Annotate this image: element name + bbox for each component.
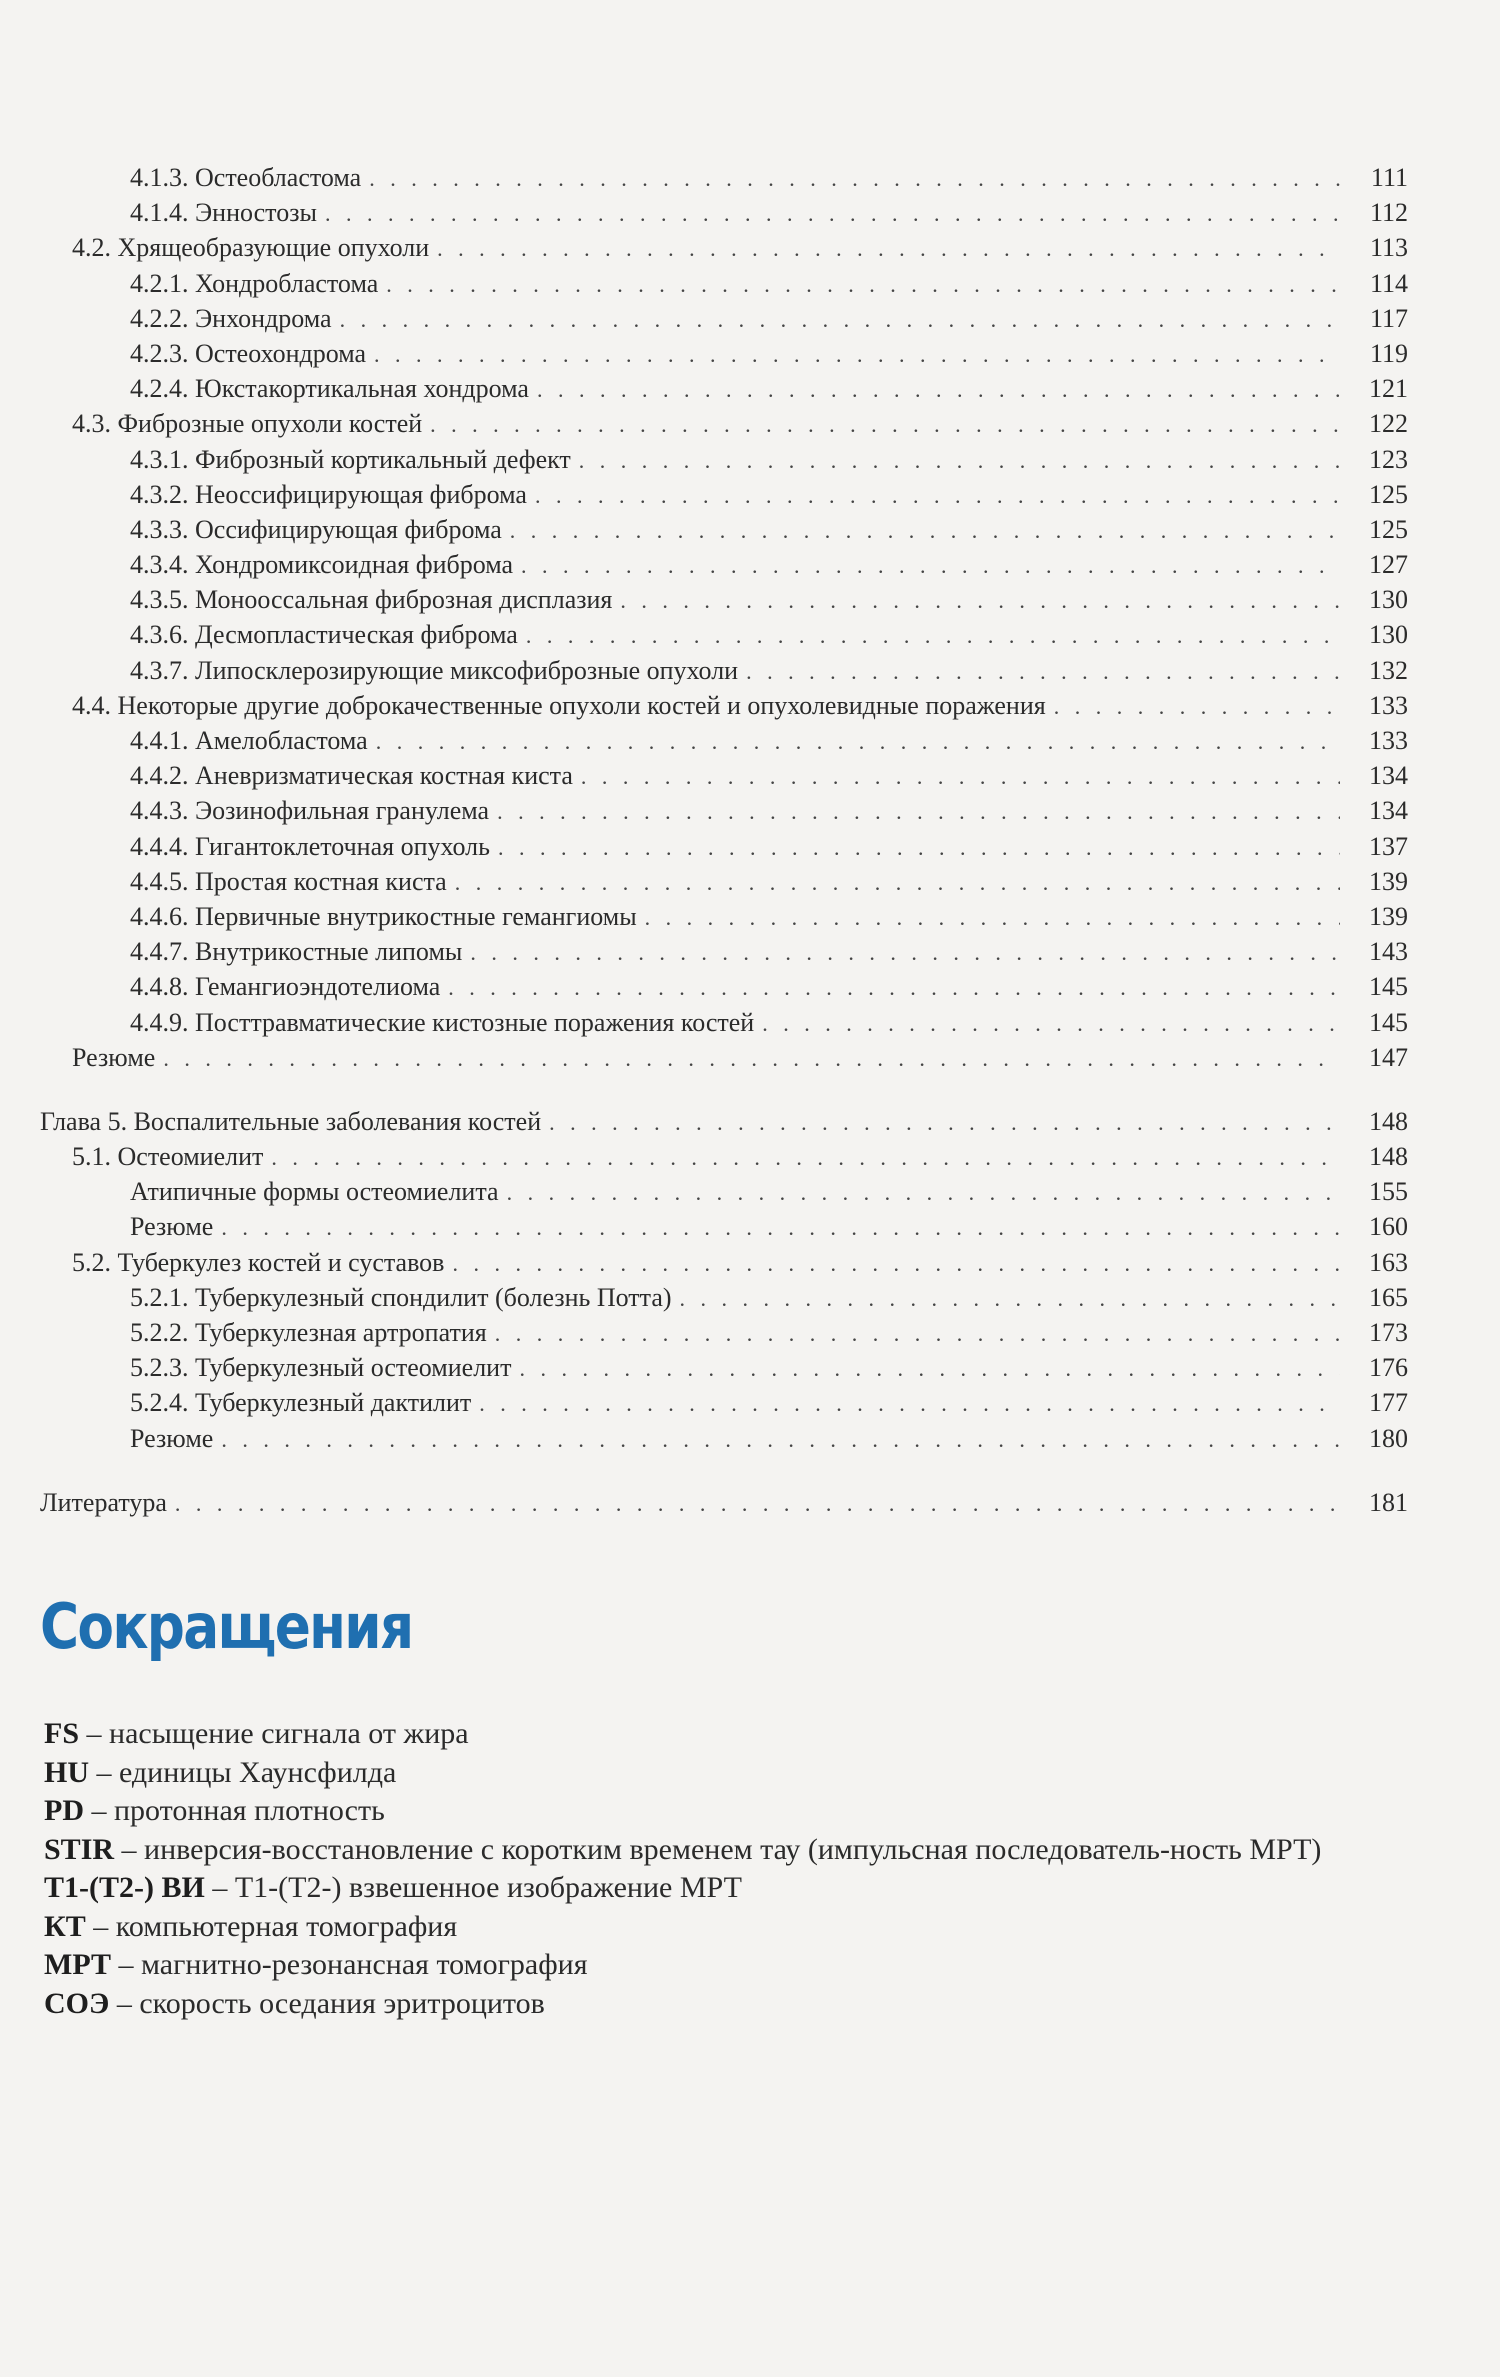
dot-leader: [374, 337, 1340, 372]
toc-page-number: 155: [1369, 1177, 1408, 1207]
toc-entry-title: 4.4. Некоторые другие доброкачественные опухоли костей и опухолевидные поражения: [72, 690, 1046, 720]
abbreviation-dash: –: [84, 1794, 114, 1827]
toc-page-number: 148: [1369, 1142, 1408, 1172]
dot-leader: [221, 1422, 1340, 1457]
toc-entry[interactable]: [40, 371, 1408, 406]
toc-page-number: 139: [1369, 866, 1408, 896]
abbreviation-definition: единицы Хаунсфилда: [119, 1755, 397, 1789]
toc-entry-title: 4.4.8. Гемангиоэндотелиома: [130, 972, 441, 1002]
dot-leader: [1054, 689, 1340, 724]
toc-entry[interactable]: [40, 1485, 1408, 1520]
toc-entry[interactable]: [40, 1315, 1408, 1350]
toc-page-number: 143: [1369, 937, 1408, 967]
toc-page-number: 130: [1369, 620, 1408, 650]
toc-page-number: 111: [1370, 163, 1408, 192]
toc-entry[interactable]: [40, 1350, 1408, 1385]
toc-entry[interactable]: [40, 1139, 1408, 1174]
toc-page-number: 148: [1369, 1106, 1408, 1136]
abbreviation-dash: –: [111, 1948, 142, 1981]
toc-entry[interactable]: [40, 793, 1408, 828]
toc-entry[interactable]: [40, 1421, 1408, 1456]
toc-page-number: 134: [1369, 796, 1408, 826]
abbreviation-dash: –: [114, 1832, 145, 1866]
abbreviation-term: T1-(T2-) ВИ: [44, 1871, 205, 1904]
abbreviation-definition: T1-(T2-) взвешенное изображение МРТ: [234, 1871, 742, 1904]
abbreviation-item: [44, 1985, 1384, 2024]
toc-entry[interactable]: [40, 829, 1408, 864]
toc-entry[interactable]: [40, 617, 1408, 652]
toc-entry[interactable]: [40, 582, 1408, 617]
toc-page-number: 145: [1369, 1007, 1408, 1037]
abbreviation-term: МРТ: [44, 1948, 112, 1981]
abbreviation-term: FS: [44, 1717, 80, 1750]
toc-entry-title: 4.3.7. Липосклерозирующие миксофиброзные опухоли: [130, 655, 739, 685]
abbreviation-item: [44, 1831, 1384, 1870]
toc-entry-title: 4.2.1. Хондробластома: [130, 268, 379, 298]
dot-leader: [762, 1006, 1340, 1041]
dot-leader: [549, 1105, 1340, 1140]
dot-leader: [479, 1386, 1340, 1421]
toc-page-number: 165: [1369, 1282, 1408, 1312]
toc-entry-title: Резюме: [130, 1423, 214, 1453]
abbreviation-definition: скорость оседания эритроцитов: [139, 1986, 545, 2020]
toc-page-number: 123: [1369, 444, 1408, 474]
abbreviation-item: [44, 1792, 1384, 1831]
abbreviation-dash: –: [85, 1909, 116, 1943]
abbreviation-term: HU: [44, 1755, 89, 1789]
dot-leader: [448, 970, 1340, 1005]
toc-entry[interactable]: [40, 653, 1408, 688]
toc-entry-title: 4.4.2. Аневризматическая костная киста: [130, 761, 573, 791]
toc-entry-title: 4.4.3. Эозинофильная гранулема: [130, 796, 490, 826]
abbreviation-term: PD: [44, 1794, 84, 1827]
dot-leader: [430, 407, 1340, 442]
toc-entry-title: 4.4.9. Посттравматические кистозные поражения костей: [130, 1007, 755, 1037]
toc-entry-title: 4.2.2. Энхондрома: [130, 303, 332, 333]
toc-page-number: 130: [1369, 585, 1408, 615]
abbreviation-term: КТ: [44, 1909, 86, 1943]
abbreviations-heading: Сокращения: [40, 1590, 413, 1663]
dot-leader: [535, 478, 1340, 513]
toc-gap: [40, 1075, 1408, 1104]
dot-leader: [645, 900, 1340, 935]
dot-leader: [519, 1351, 1340, 1386]
toc-entry[interactable]: [40, 1005, 1408, 1040]
toc-entry[interactable]: [40, 758, 1408, 793]
toc-entry[interactable]: [40, 1385, 1408, 1420]
toc-entry[interactable]: [40, 1174, 1408, 1209]
toc-entry[interactable]: [40, 723, 1408, 758]
toc-entry-title: 4.3.4. Хондромиксоидная фиброма: [130, 550, 514, 580]
abbreviation-term: СОЭ: [44, 1986, 110, 2020]
toc-entry-title: 5.2.2. Туберкулезная артропатия: [130, 1318, 487, 1347]
toc-entry[interactable]: [40, 934, 1408, 969]
toc-page-number: 180: [1369, 1423, 1408, 1453]
toc-page-number: 127: [1369, 550, 1408, 580]
toc-page-number: 177: [1369, 1388, 1408, 1418]
toc-entry-title: 4.1.3. Остеобластома: [130, 163, 362, 192]
toc-entry[interactable]: [40, 442, 1408, 477]
toc-entry-title: 5.2. Туберкулез костей и суставов: [72, 1247, 445, 1277]
toc-entry[interactable]: [40, 1040, 1408, 1075]
toc-entry[interactable]: [40, 547, 1408, 582]
dot-leader: [455, 865, 1340, 900]
dot-leader: [271, 1140, 1340, 1175]
dot-leader: [521, 548, 1340, 583]
dot-leader: [498, 830, 1340, 865]
toc-page-number: 119: [1369, 338, 1408, 368]
toc-page-number: 121: [1369, 374, 1408, 404]
dot-leader: [369, 161, 1340, 196]
dot-leader: [340, 302, 1340, 337]
abbreviation-dash: –: [79, 1717, 110, 1750]
toc-page-number: 160: [1369, 1212, 1408, 1242]
toc-page-number: 176: [1369, 1353, 1408, 1383]
toc-entry-title: Резюме: [72, 1042, 156, 1072]
toc-page-number: 134: [1369, 761, 1408, 791]
toc-page-number: 122: [1369, 409, 1408, 439]
dot-leader: [325, 196, 1340, 231]
toc-entry[interactable]: [40, 1245, 1408, 1280]
table-of-contents: [40, 160, 1408, 1520]
abbreviation-definition: протонная плотность: [114, 1794, 385, 1827]
toc-entry[interactable]: [40, 301, 1408, 336]
dot-leader: [497, 794, 1340, 829]
abbreviation-item: [44, 1715, 1384, 1754]
dot-leader: [163, 1041, 1340, 1076]
abbreviation-dash: –: [109, 1986, 140, 2020]
toc-entry[interactable]: [40, 1280, 1408, 1315]
toc-page-number: 139: [1369, 901, 1408, 931]
toc-page-number: 125: [1369, 479, 1408, 509]
toc-entry-title: 4.4.4. Гигантоклеточная опухоль: [130, 831, 490, 861]
toc-entry-title: 5.2.3. Туберкулезный остеомиелит: [130, 1353, 512, 1383]
toc-entry-title: 4.1.4. Энностозы: [130, 198, 317, 228]
toc-entry[interactable]: [40, 1104, 1408, 1139]
toc-entry[interactable]: [40, 477, 1408, 512]
dot-leader: [537, 372, 1340, 407]
toc-entry-title: Глава 5. Воспалительные заболевания костей: [40, 1106, 542, 1136]
abbreviation-item: [44, 1869, 1384, 1908]
abbreviation-item: [44, 1946, 1384, 1985]
toc-entry-title: 4.2.4. Юкстакортикальная хондрома: [130, 374, 529, 404]
dot-leader: [510, 513, 1340, 548]
abbreviation-definition: магнитно-резонансная томография: [141, 1948, 588, 1981]
dot-leader: [437, 231, 1340, 266]
toc-gap: [40, 1456, 1408, 1485]
dot-leader: [386, 267, 1340, 302]
dot-leader: [680, 1281, 1340, 1316]
toc-page-number: 132: [1369, 655, 1408, 685]
abbreviation-definition: компьютерная томография: [115, 1909, 458, 1943]
toc-entry-title: Атипичные формы остеомиелита: [130, 1177, 499, 1207]
dot-leader: [376, 724, 1340, 759]
toc-page-number: 113: [1369, 233, 1408, 263]
dot-leader: [746, 654, 1340, 689]
abbreviation-term: STIR: [44, 1832, 115, 1866]
toc-entry-title: 4.3. Фиброзные опухоли костей: [72, 409, 423, 439]
dot-leader: [175, 1486, 1340, 1521]
toc-entry[interactable]: [40, 688, 1408, 723]
toc-page-number: 163: [1369, 1247, 1408, 1277]
dot-leader: [526, 618, 1340, 653]
toc-entry-title: Литература: [40, 1487, 167, 1517]
dot-leader: [581, 759, 1340, 794]
toc-entry-title: 4.3.6. Десмопластическая фиброма: [130, 620, 518, 650]
toc-entry[interactable]: [40, 160, 1408, 195]
toc-entry[interactable]: [40, 406, 1408, 441]
toc-page-number: 133: [1369, 726, 1408, 755]
toc-entry-title: Резюме: [130, 1212, 214, 1242]
toc-entry[interactable]: [40, 230, 1408, 265]
toc-entry-title: 4.4.5. Простая костная киста: [130, 866, 447, 896]
toc-entry-title: 5.1. Остеомиелит: [72, 1142, 264, 1172]
toc-entry-title: 4.2.3. Остеохондрома: [130, 338, 367, 368]
toc-page-number: 112: [1369, 198, 1408, 228]
toc-entry[interactable]: [40, 195, 1408, 230]
dot-leader: [221, 1210, 1340, 1245]
abbreviation-item: [44, 1908, 1384, 1947]
toc-page-number: 145: [1369, 972, 1408, 1002]
toc-entry-title: 4.3.3. Оссифицирующая фиброма: [130, 514, 502, 544]
abbreviation-dash: –: [204, 1871, 235, 1904]
toc-entry-title: 4.4.6. Первичные внутрикостные гемангиомы: [130, 901, 637, 931]
abbreviation-definition: насыщение сигнала от жира: [109, 1717, 469, 1750]
toc-entry-title: 5.2.1. Туберкулезный спондилит (болезнь Потта): [130, 1282, 672, 1312]
toc-entry-title: 4.4.7. Внутрикостные липомы: [130, 937, 463, 967]
toc-page-number: 117: [1369, 303, 1408, 333]
toc-entry-title: 4.4.1. Амелобластома: [130, 726, 368, 755]
toc-page-number: 181: [1369, 1487, 1408, 1517]
dot-leader: [452, 1246, 1340, 1281]
toc-entry[interactable]: [40, 969, 1408, 1004]
abbreviation-definition: инверсия-восстановление с коротким временем тау (импульсная последователь-ность МРТ): [144, 1832, 1322, 1866]
toc-page-number: 137: [1369, 831, 1408, 861]
toc-entry-title: 4.3.5. Монооссальная фиброзная дисплазия: [130, 585, 613, 615]
toc-page-number: 133: [1369, 690, 1408, 720]
toc-entry[interactable]: [40, 336, 1408, 371]
abbreviation-dash: –: [89, 1755, 119, 1789]
toc-entry-title: 5.2.4. Туберкулезный дактилит: [130, 1388, 472, 1418]
toc-entry-title: 4.3.1. Фиброзный кортикальный дефект: [130, 444, 571, 474]
toc-entry[interactable]: [40, 899, 1408, 934]
abbreviation-item: [44, 1754, 1384, 1793]
toc-entry-title: 4.2. Хрящеобразующие опухоли: [72, 233, 430, 263]
toc-page-number: 114: [1369, 268, 1408, 298]
abbreviations-list: [44, 1715, 1384, 2023]
toc-page-number: 147: [1369, 1042, 1408, 1072]
toc-entry[interactable]: [40, 266, 1408, 301]
dot-leader: [579, 443, 1340, 478]
toc-entry-title: 4.3.2. Неоссифицирующая фиброма: [130, 479, 527, 509]
toc-page-number: 173: [1369, 1318, 1408, 1347]
toc-page-number: 125: [1369, 514, 1408, 544]
dot-leader: [620, 583, 1340, 618]
toc-entry[interactable]: [40, 864, 1408, 899]
dot-leader: [470, 935, 1340, 970]
dot-leader: [507, 1175, 1340, 1210]
toc-entry[interactable]: [40, 1209, 1408, 1244]
dot-leader: [495, 1316, 1340, 1351]
toc-entry[interactable]: [40, 512, 1408, 547]
